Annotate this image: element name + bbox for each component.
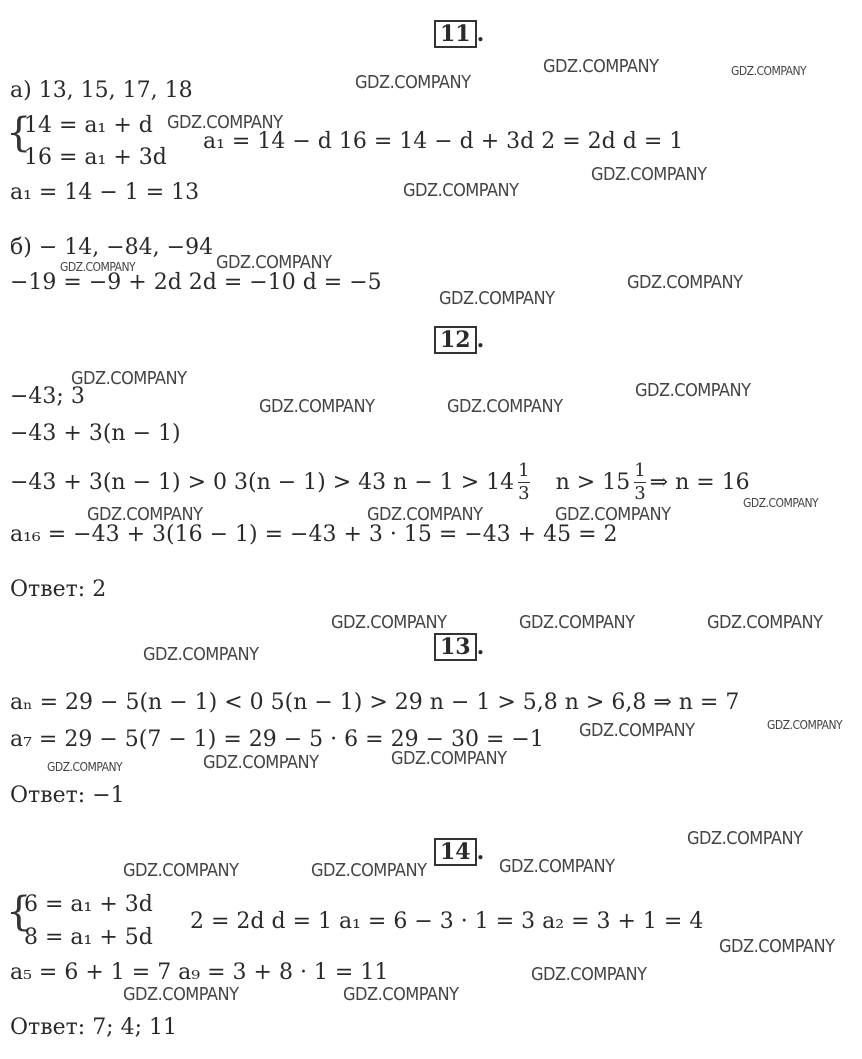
watermark: GDZ.COMPANY	[203, 752, 319, 773]
p14-line2: a₅ = 6 + 1 = 7 a₉ = 3 + 8 · 1 = 11	[10, 960, 389, 985]
watermark: GDZ.COMPANY	[216, 252, 332, 273]
watermark: GDZ.COMPANY	[767, 718, 843, 732]
p12-line3c: ⇒ n = 16	[649, 469, 750, 495]
problem-12-number: 12 .	[434, 326, 484, 354]
p13-line1: aₙ = 29 − 5(n − 1) < 0 5(n − 1) > 29 n − 1 > 5,8 n > 6,8 ⇒ n = 7	[10, 690, 740, 715]
frac2-num: 1	[634, 460, 646, 481]
watermark: GDZ.COMPANY	[591, 164, 707, 185]
frac1-den: 3	[518, 483, 530, 504]
watermark: GDZ.COMPANY	[167, 112, 283, 133]
watermark: GDZ.COMPANY	[447, 396, 563, 417]
watermark: GDZ.COMPANY	[627, 272, 743, 293]
p14-system-brace: {	[6, 889, 32, 935]
p11-a-steps: a₁ = 14 − d 16 = 14 − d + 3d 2 = 2d d = 1	[203, 129, 684, 154]
watermark: GDZ.COMPANY	[123, 860, 239, 881]
watermark: GDZ.COMPANY	[331, 612, 447, 633]
watermark: GDZ.COMPANY	[60, 260, 136, 274]
p14-answer: Ответ: 7; 4; 11	[10, 1015, 177, 1040]
watermark: GDZ.COMPANY	[555, 504, 671, 525]
p14-system-eq2: 8 = a₁ + 5d	[24, 925, 153, 950]
p13-line2: a₇ = 29 − 5(7 − 1) = 29 − 5 · 6 = 29 − 30 = −1	[10, 727, 544, 752]
problem-11-number: 11 .	[434, 20, 484, 48]
watermark: GDZ.COMPANY	[403, 180, 519, 201]
p11-a-header: а) 13, 15, 17, 18	[10, 78, 193, 103]
watermark: GDZ.COMPANY	[543, 56, 659, 77]
watermark: GDZ.COMPANY	[687, 828, 803, 849]
p12-line1: −43; 3	[10, 384, 85, 409]
p12-line2: −43 + 3(n − 1)	[10, 421, 181, 446]
watermark: GDZ.COMPANY	[519, 612, 635, 633]
p12-line3	[10, 460, 750, 505]
p12-fraction-2	[634, 460, 645, 505]
p12-line4: a₁₆ = −43 + 3(16 − 1) = −43 + 3 · 15 = −43 + 45 = 2	[10, 522, 618, 547]
watermark: GDZ.COMPANY	[531, 964, 647, 985]
p14-steps: 2 = 2d d = 1 a₁ = 6 − 3 · 1 = 3 a₂ = 3 + 1 = 4	[190, 909, 704, 934]
watermark: GDZ.COMPANY	[143, 644, 259, 665]
p14-system-eq1: 6 = a₁ + 3d	[24, 892, 153, 917]
frac2-den: 3	[634, 483, 646, 504]
p11-system-eq1: 14 = a₁ + d	[24, 113, 153, 138]
watermark: GDZ.COMPANY	[259, 396, 375, 417]
watermark: GDZ.COMPANY	[635, 380, 751, 401]
watermark: GDZ.COMPANY	[731, 64, 807, 78]
watermark: GDZ.COMPANY	[71, 368, 187, 389]
watermark: GDZ.COMPANY	[391, 748, 507, 769]
watermark: GDZ.COMPANY	[87, 504, 203, 525]
watermark: GDZ.COMPANY	[355, 72, 471, 93]
watermark: GDZ.COMPANY	[367, 504, 483, 525]
p12-fraction-1	[518, 460, 529, 505]
p11-system-eq2: 16 = a₁ + 3d	[24, 145, 167, 170]
p13-answer: Ответ: −1	[10, 783, 125, 808]
p12-answer: Ответ: 2	[10, 577, 107, 602]
p12-line3b: n > 15	[555, 469, 631, 495]
watermark: GDZ.COMPANY	[499, 856, 615, 877]
watermark: GDZ.COMPANY	[707, 612, 823, 633]
watermark: GDZ.COMPANY	[47, 760, 123, 774]
frac1-num: 1	[518, 460, 530, 481]
watermark: GDZ.COMPANY	[343, 984, 459, 1005]
p12-line3-text: −43 + 3(n − 1) > 0 3(n − 1) > 43 n − 1 > 14	[10, 469, 515, 495]
watermark: GDZ.COMPANY	[719, 936, 835, 957]
watermark: GDZ.COMPANY	[743, 496, 819, 510]
p11-b-steps: −19 = −9 + 2d 2d = −10 d = −5	[10, 270, 382, 295]
watermark: GDZ.COMPANY	[123, 984, 239, 1005]
watermark: GDZ.COMPANY	[579, 720, 695, 741]
watermark: GDZ.COMPANY	[439, 288, 555, 309]
p11-b-header: б) − 14, −84, −94	[10, 235, 214, 260]
p11-a-result: a₁ = 14 − 1 = 13	[10, 180, 200, 205]
problem-14-number: 14 .	[434, 838, 484, 866]
problem-13-number: 13 .	[434, 633, 484, 661]
p11-system-brace: {	[6, 110, 32, 156]
watermark: GDZ.COMPANY	[311, 860, 427, 881]
